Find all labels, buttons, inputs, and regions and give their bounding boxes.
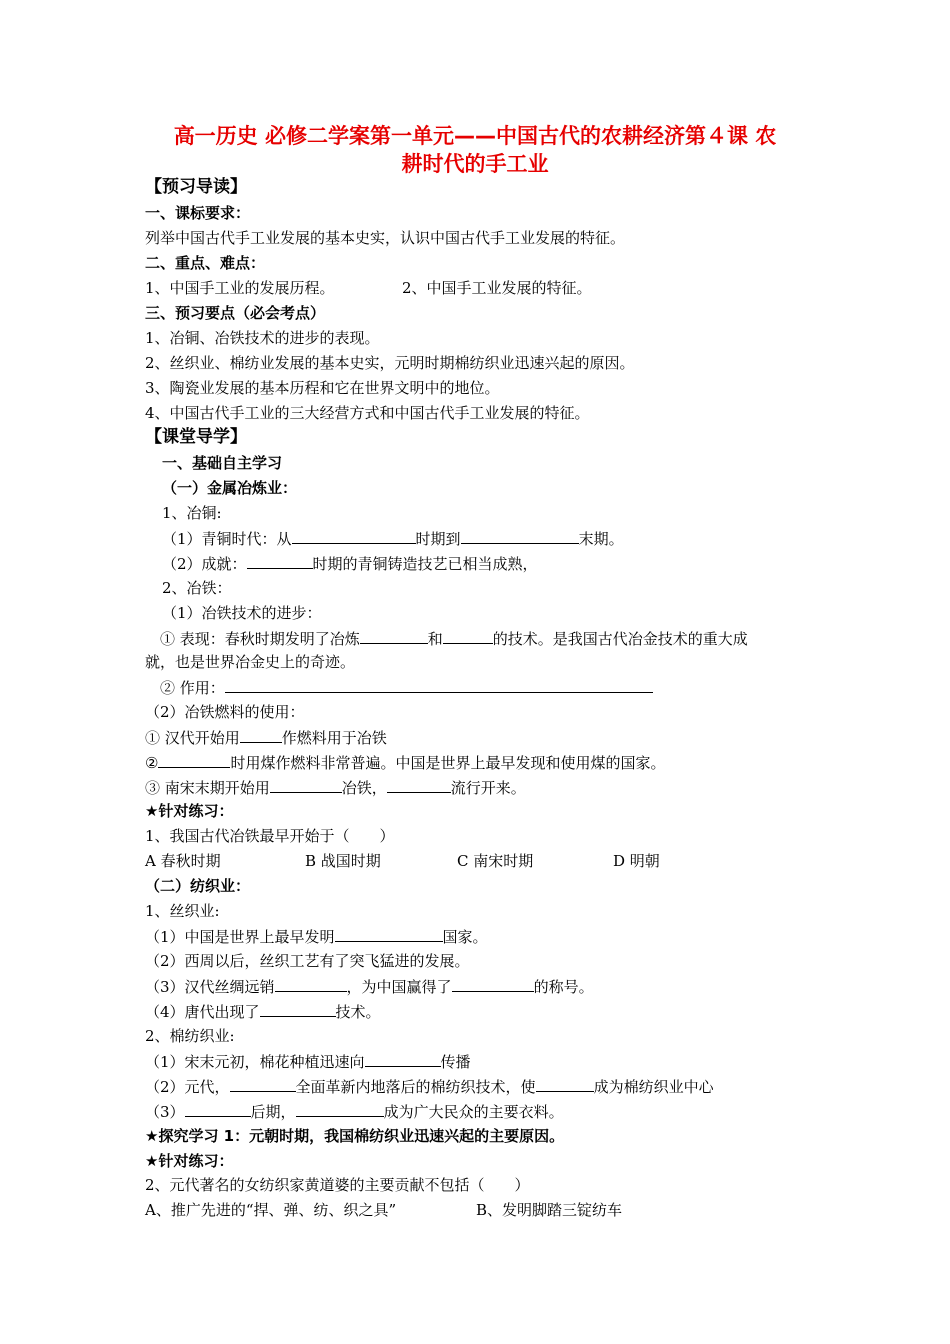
copper-title: 1、冶铜:: [162, 504, 222, 522]
s3-title: 三、预习要点（必会考点）: [145, 304, 326, 322]
q2-option-b[interactable]: B、发明脚踏三锭纺车: [476, 1201, 623, 1219]
preview-heading: 【预习导读】: [145, 177, 247, 197]
s3-item: 4、中国古代手工业的三大经营方式和中国古代手工业发展的特征。: [145, 404, 590, 422]
fuel-item1: ① 汉代开始用 作燃料用于冶铁: [145, 729, 387, 747]
copper-item2: （2）成就： 时期的青铜铸造技艺已相当成熟，: [162, 555, 538, 573]
blank[interactable]: [365, 1051, 441, 1067]
q1-option-d[interactable]: D 明朝: [613, 852, 660, 870]
iron-item1a-cont: 就，也是世界冶金史上的奇迹。: [145, 653, 356, 671]
cotton-item3: （3） 后期， 成为广大民众的主要衣料。: [145, 1103, 564, 1121]
textile-title: （二）纺织业：: [145, 877, 251, 895]
doc-title-line2: 耕时代的手工业: [401, 152, 549, 176]
silk-item3: （3）汉代丝绸远销 ，为中国赢得了 的称号。: [145, 978, 594, 996]
blank[interactable]: [536, 1076, 594, 1092]
s3-item: 3、陶瓷业发展的基本历程和它在世界文明中的地位。: [145, 379, 500, 397]
blank[interactable]: [270, 777, 342, 793]
blank[interactable]: [240, 727, 282, 743]
blank[interactable]: [230, 1076, 296, 1092]
iron-item2: （2）冶铁燃料的使用：: [145, 703, 305, 721]
blank[interactable]: [296, 1101, 384, 1117]
cotton-item2: （2）元代， 全面革新内地落后的棉纺织技术，使 成为棉纺织业中心: [145, 1078, 714, 1096]
cotton-item1: （1）宋末元初，棉花种植迅速向 传播: [145, 1053, 471, 1071]
s2-title: 二、重点、难点：: [145, 254, 266, 272]
question-1: 1、我国古代冶铁最早开始于（ ）: [145, 827, 395, 845]
silk-item1: （1）中国是世界上最早发明 国家。: [145, 928, 488, 946]
s2-item1: 1、中国手工业的发展历程。: [145, 279, 335, 297]
s1-text: 列举中国古代手工业发展的基本史实，认识中国古代手工业发展的特征。: [145, 229, 626, 247]
sub1-title: 一、基础自主学习: [162, 454, 283, 472]
s1-title: 一、课标要求：: [145, 204, 251, 222]
iron-item1a: ① 表现：春秋时期发明了冶炼 和 的技术。是我国古代冶金技术的重大成: [160, 630, 748, 648]
blank[interactable]: [335, 926, 443, 942]
q1-option-c[interactable]: C 南宋时期: [457, 852, 534, 870]
s2-item2: 2、中国手工业发展的特征。: [402, 279, 592, 297]
blank[interactable]: [292, 528, 416, 544]
iron-item1b: ② 作用：: [160, 677, 653, 698]
blank[interactable]: [158, 752, 230, 768]
blank[interactable]: [452, 976, 534, 992]
blank[interactable]: [185, 1101, 251, 1117]
blank[interactable]: [461, 528, 579, 544]
question-2: 2、元代著名的女纺织家黄道婆的主要贡献不包括（ ）: [145, 1176, 530, 1194]
silk-title: 1、丝织业:: [145, 902, 220, 920]
metal-title: （一）金属冶炼业：: [162, 479, 298, 497]
q1-option-a[interactable]: A 春秋时期: [145, 852, 221, 870]
q1-option-b[interactable]: B 战国时期: [305, 852, 381, 870]
fuel-item2: ② 时用煤作燃料非常普遍。中国是世界上最早发现和使用煤的国家。: [145, 754, 666, 772]
practice2-title: ★针对练习：: [145, 1152, 234, 1170]
blank[interactable]: [275, 976, 347, 992]
s3-item: 1、冶铜、冶铁技术的进步的表现。: [145, 329, 380, 347]
blank[interactable]: [247, 553, 313, 569]
doc-title-line1: 高一历史 必修二学案第一单元——中国古代的农耕经济第４课 农: [173, 124, 777, 148]
explore-1: ★探究学习 1：元朝时期，我国棉纺织业迅速兴起的主要原因。: [145, 1127, 565, 1145]
iron-title: 2、冶铁：: [162, 579, 232, 597]
blank[interactable]: [443, 628, 493, 644]
s3-item: 2、丝织业、棉纺业发展的基本史实，元明时期棉纺织业迅速兴起的原因。: [145, 354, 635, 372]
fuel-item3: ③ 南宋末期开始用 冶铁， 流行开来。: [145, 779, 526, 797]
practice1-title: ★针对练习：: [145, 802, 234, 820]
blank[interactable]: [260, 1001, 336, 1017]
copper-item1: （1）青铜时代：从 时期到 末期。: [162, 530, 624, 548]
blank[interactable]: [387, 777, 451, 793]
cotton-title: 2、棉纺织业:: [145, 1027, 235, 1045]
q2-option-a[interactable]: A、推广先进的“捍、弹、纺、织之具”: [145, 1201, 397, 1219]
blank[interactable]: [225, 677, 653, 693]
iron-item1: （1）冶铁技术的进步：: [162, 604, 322, 622]
silk-item2: （2）西周以后，丝织工艺有了突飞猛进的发展。: [145, 952, 470, 970]
blank[interactable]: [360, 628, 428, 644]
class-heading: 【课堂导学】: [145, 427, 247, 447]
silk-item4: （4）唐代出现了 技术。: [145, 1003, 381, 1021]
